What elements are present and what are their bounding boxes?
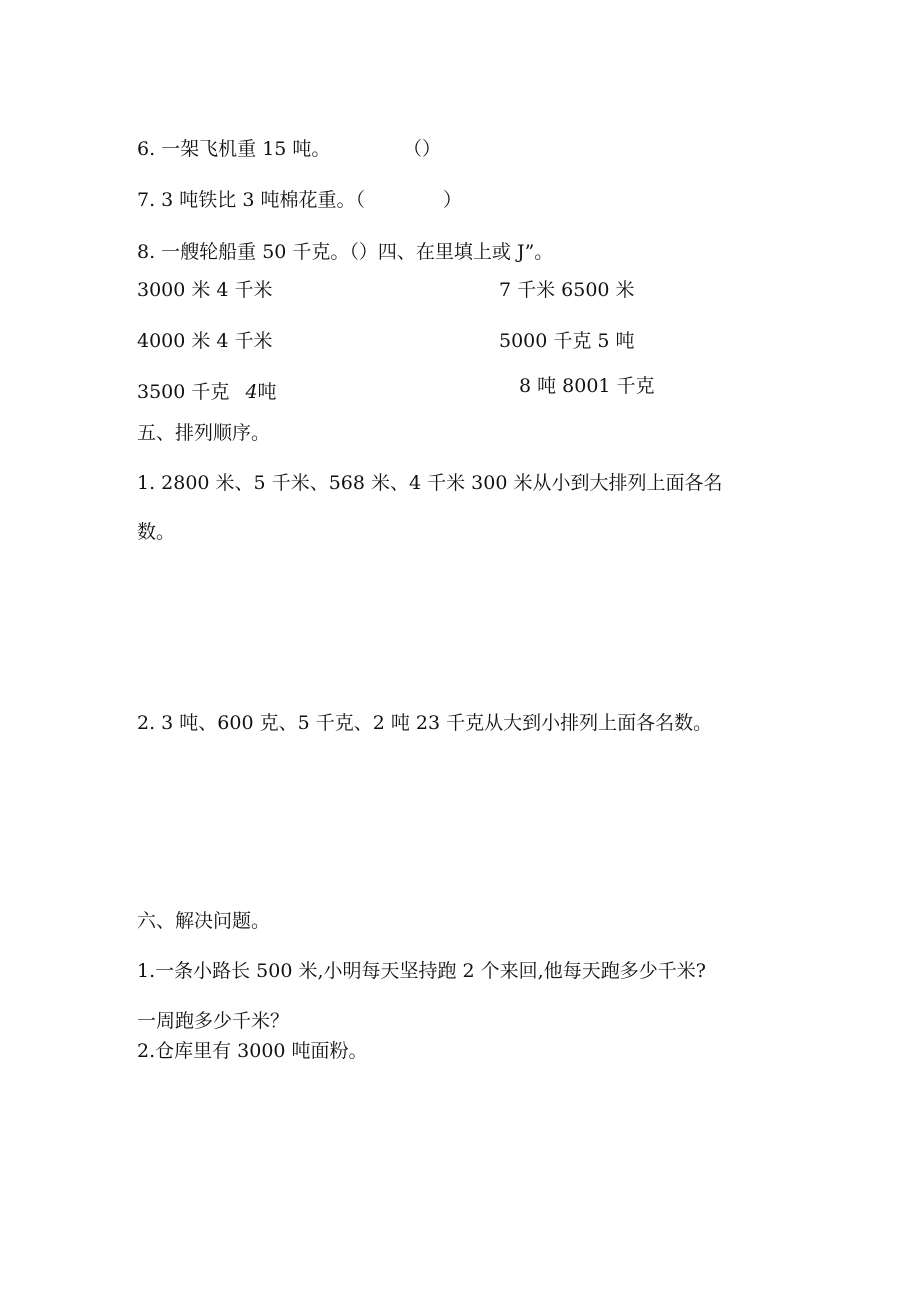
section-6-question-1-continued: 一周跑多少千米？ xyxy=(137,1010,290,1032)
section-5-question-1: 1. 2800 米、5 千米、568 米、4 千米 300 米从小到大排列上面各名 xyxy=(137,472,723,494)
question-8-text: 8. 一艘轮船重 50 千克。（）四、在里填上或 J”。 xyxy=(137,241,554,263)
question-7-answer-blank-close: ） xyxy=(443,189,463,211)
section-6-title: 六、解决问题。 xyxy=(137,910,271,932)
question-6-text: 6. 一架飞机重 15 吨。 xyxy=(137,138,331,160)
section-5-question-2: 2. 3 吨、600 克、5 千克、2 吨 23 千克从大到小排列上面各名数。 xyxy=(137,712,713,734)
section-5-title: 五、排列顺序。 xyxy=(137,422,271,444)
question-6-answer-blank: （） xyxy=(403,138,442,160)
compare-row-3-right: 8 吨 8001 千克 xyxy=(519,375,655,397)
question-6 xyxy=(137,137,330,161)
compare-row-1-right: 7 千米 6500 米 xyxy=(499,279,635,301)
question-7 xyxy=(137,188,365,212)
question-7-text: 7. 3 吨铁比 3 吨棉花重。（ xyxy=(137,189,365,211)
compare-row-1-left: 3000 米 4 千米 xyxy=(137,279,273,301)
compare-row-2-left: 4000 米 4 千米 xyxy=(137,330,273,352)
section-6-question-1: 1.一条小路长 500 米,小明每天坚持跑 2 个来回,他每天跑多少千米? xyxy=(137,960,706,982)
section-6-question-2: 2.仓库里有 3000 吨面粉。 xyxy=(137,1040,368,1062)
compare-row-3-left: 3500 千克 4吨 xyxy=(137,381,277,403)
question-8 xyxy=(137,240,553,264)
compare-row-2-right: 5000 千克 5 吨 xyxy=(499,330,635,352)
section-5-question-1-continued: 数。 xyxy=(137,521,176,543)
